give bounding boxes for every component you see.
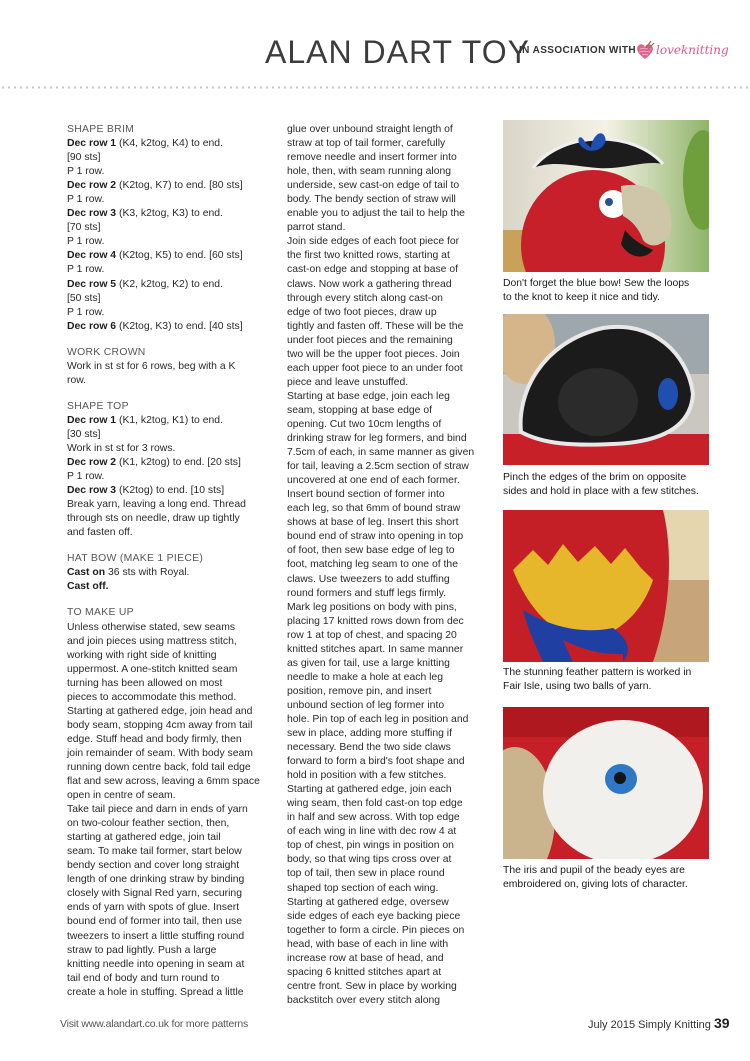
pattern-line: tweezers to insert a little stuffing round [67, 930, 245, 942]
brand-logo: loveknitting [656, 43, 729, 57]
pattern-line: open in centre of seam. [67, 790, 176, 802]
pattern-line [67, 320, 267, 334]
pattern-line: tail end of body and turn round to [67, 972, 220, 984]
pattern-line: side edges of each eye backing piece [287, 910, 461, 922]
pattern-line [67, 137, 267, 151]
pattern-line: length of one drinking straw by binding [67, 874, 245, 886]
pattern-line: turning has been allowed on most [67, 677, 223, 689]
pattern-line: on two-colour feather section, then, [67, 818, 230, 830]
pattern-line: unbound section of leg former into [287, 699, 445, 711]
pattern-line: top of chest, pin wings in position on [287, 840, 454, 852]
row-instruction: 36 sts with Royal. [105, 567, 190, 579]
row-label: Dec row 1 [67, 138, 117, 150]
pattern-line: claws. Use tweezers to add stuffing [287, 573, 450, 585]
page-header [0, 0, 750, 90]
pattern-line: Starting at gathered edge, join each [287, 784, 452, 796]
pattern-line: body seam, stopping 4cm away from tail [67, 719, 253, 731]
pattern-line: starting at gathered edge, join tail [67, 832, 221, 844]
row-label: Cast on [67, 567, 106, 579]
pattern-line: [30 sts] [67, 428, 101, 440]
footer-issue: July 2015 Simply Knitting 39 [588, 1015, 730, 1031]
paragraph-spacer [67, 388, 267, 400]
pattern-line: of each wing in line with dec row 4 at [287, 826, 457, 838]
pattern-line: together to form a circle. Pin pieces on [287, 924, 465, 936]
pattern-column-1 [67, 123, 267, 1000]
pattern-line: straw to pad lightly. Push a large [67, 944, 217, 956]
pattern-line: ends of yarn with spots of glue. Insert [67, 902, 240, 914]
pattern-line [67, 207, 267, 221]
pattern-line: as given for tail, use a large knitting [287, 657, 450, 669]
pattern-line: piece and leave unstuffed. [287, 376, 409, 388]
pattern-line [67, 484, 267, 498]
pattern-line: create a hole in stuffing. Spread a little [67, 986, 244, 998]
pattern-line: each upper foot piece to an under foot [287, 362, 463, 374]
pattern-line: uncovered at one end of each former. [287, 475, 460, 487]
page-number: 39 [713, 1015, 730, 1031]
row-label: Dec row 1 [67, 414, 117, 426]
row-instruction: (K4, k2tog, K4) to end. [116, 138, 223, 150]
pattern-line: uppermost. A one-stitch knitted seam [67, 663, 238, 675]
pattern-line: top of tail, then sew in place round [287, 868, 445, 880]
pattern-line: necessary. Bend the two side claws [287, 742, 451, 754]
pattern-line: row 1 at top of chest, and spacing 20 [287, 629, 457, 641]
pattern-line: drinking straw for leg formers, and bind [287, 433, 467, 445]
pattern-line: Starting at gathered edge, join head and [67, 705, 253, 717]
pattern-line: [70 sts] [67, 222, 101, 234]
row-label: Dec row 3 [67, 485, 117, 497]
row-instruction: (K1, k2tog, K1) to end. [116, 414, 223, 426]
pattern-line: through every stitch along cast-on [287, 292, 443, 304]
pattern-line: spacing 6 knitted stitches apart at [287, 966, 442, 978]
pattern-line [67, 456, 267, 470]
pattern-line: P 1 row. [67, 166, 105, 178]
paragraph-spacer [67, 334, 267, 346]
pattern-line: parrot stand. [287, 222, 346, 234]
row-label: Cast off. [67, 581, 109, 593]
pattern-line: seam. To make tail former, start below [67, 846, 242, 858]
pattern-line: tightly and fasten off. These will be the [287, 320, 464, 332]
yarn-heart-icon [634, 40, 656, 62]
pattern-line: straw at top of tail former, carefully [287, 138, 446, 150]
association-label: IN ASSOCIATION WITH [519, 45, 637, 56]
pattern-line: claws. Now work a gathering thread [287, 278, 452, 290]
pattern-line: increase row at base of head, and [287, 952, 444, 964]
pattern-line: join remainder of seam. With body seam [67, 747, 253, 759]
pattern-line: glue over unbound straight length of [287, 124, 453, 135]
pattern-line: Starting at base edge, join each leg [287, 390, 450, 402]
pattern-line: Mark leg positions on body with pins, [287, 601, 457, 613]
row-instruction: (K2tog, K7) to end. [80 sts] [116, 180, 243, 192]
section-heading: WORK CROWN [67, 346, 146, 358]
photo-feather-pattern [503, 510, 709, 662]
row-instruction: (K2tog) to end. [10 sts] [116, 485, 225, 497]
pattern-line: [90 sts] [67, 152, 101, 164]
photo-caption-3: The stunning feather pattern is worked in Fair Isle, using two balls of yarn. [503, 667, 692, 692]
pattern-line: knitting needle into opening in seam at [67, 958, 245, 970]
pattern-line: remove needle and insert former into [287, 152, 457, 164]
pattern-line: knitted stitches apart. In same manner [287, 643, 464, 655]
pattern-line: position, remove pin, and insert [287, 685, 432, 697]
pattern-line: shows at base of leg. Insert this short [287, 517, 459, 529]
footer-website: Visit www.alandart.co.uk for more patterns [60, 1018, 249, 1030]
pattern-line: in half and sew across. With top edge [287, 812, 460, 824]
pattern-line: Break yarn, leaving a long end. Thread [67, 499, 246, 511]
page-title: ALAN DART TOY [265, 34, 530, 70]
pattern-line: running down centre back, fold tail edge [67, 761, 251, 773]
pattern-line: foot, matching leg seam to one of the [287, 559, 458, 571]
pattern-line: shaped top section of each wing. [287, 882, 439, 894]
pattern-line: body. The bendy section of straw will [287, 194, 456, 206]
section-heading: SHAPE BRIM [67, 124, 135, 135]
pattern-line: pieces to accommodate this method. [67, 691, 237, 703]
pattern-line: cast-on edge and stopping at base of [287, 264, 458, 276]
pattern-line: forward to form a bird's foot shape and [287, 756, 465, 768]
pattern-line: head, with base of each in line with [287, 938, 449, 950]
pattern-line: opening. Cut two 10cm lengths of [287, 418, 442, 430]
pattern-line: bound end of straw into opening in top [287, 531, 464, 543]
pattern-line: flat and sew across, leaving a 6mm space [67, 776, 260, 788]
pattern-line: of foot, then sew base edge of leg to [287, 545, 455, 557]
pattern-line: for tail, leaving a 2.5cm section of straw [287, 461, 469, 473]
pattern-line: centre front. Sew in place by working [287, 980, 457, 992]
paragraph-spacer [67, 540, 267, 552]
pattern-line: and fasten off. [67, 527, 133, 539]
pattern-line: each leg, so that 6mm of bound straw [287, 503, 461, 515]
pattern-line: Work in st st for 3 rows. [67, 442, 176, 454]
pattern-line: 7.5cm of each, in same manner as given [287, 447, 475, 459]
pattern-line: needle to make a hole at each leg [287, 671, 443, 683]
pattern-line [67, 179, 267, 193]
pattern-line [67, 580, 267, 594]
pattern-line: bound end of former into tail, then use [67, 916, 243, 928]
pattern-line [67, 278, 267, 292]
pattern-line: Take tail piece and darn in ends of yarn [67, 804, 248, 816]
pattern-line: P 1 row. [67, 471, 105, 483]
pattern-line: hole, then, with seam running along [287, 166, 452, 178]
section-heading: TO MAKE UP [67, 607, 134, 619]
row-label: Dec row 6 [67, 320, 117, 332]
row-instruction: (K3, k2tog, K3) to end. [116, 208, 223, 220]
pattern-line: edge. Stuff head and body firmly, then [67, 733, 242, 745]
section-heading: SHAPE TOP [67, 400, 129, 412]
row-label: Dec row 2 [67, 457, 117, 469]
pattern-line: P 1 row. [67, 236, 105, 248]
row-label: Dec row 2 [67, 180, 117, 192]
photo-caption-2: Pinch the edges of the brim on opposite sides and hold in place with a few stitches. [503, 472, 699, 497]
pattern-line [67, 249, 267, 263]
row-instruction: (K2, k2tog, K2) to end. [116, 278, 223, 290]
pattern-line: working with right side of knitting [67, 649, 217, 661]
pattern-line: enable you to adjust the tail to help the [287, 208, 465, 220]
row-instruction: (K2tog, K5) to end. [60 sts] [116, 250, 243, 262]
pattern-line: Starting at gathered edge, oversew [287, 896, 449, 908]
pattern-line: through sts on needle, draw up tightly [67, 513, 240, 525]
row-label: Dec row 3 [67, 208, 117, 220]
row-label: Dec row 5 [67, 278, 117, 290]
pattern-line: hole. Pin top of each leg in position and [287, 713, 469, 725]
pattern-line [67, 414, 267, 428]
pattern-line: P 1 row. [67, 194, 105, 206]
pattern-line: sew in place, adding more stuffing if [287, 728, 452, 740]
pattern-line: Join side edges of each foot piece for [287, 236, 460, 248]
photo-pirate-hat [503, 314, 709, 465]
pattern-line: row. [67, 374, 87, 386]
section-heading: HAT BOW (MAKE 1 PIECE) [67, 553, 204, 565]
pattern-line: under foot pieces and the remaining [287, 334, 453, 346]
pattern-line [67, 566, 267, 580]
pattern-line: backstitch over every stitch along [287, 994, 441, 1006]
pattern-line: P 1 row. [67, 306, 105, 318]
pattern-line: two will be the upper foot pieces. Join [287, 348, 460, 360]
pattern-line: Work in st st for 6 rows, beg with a K [67, 360, 236, 372]
pattern-column-2 [287, 123, 492, 1008]
pattern-line: P 1 row. [67, 264, 105, 276]
pattern-line: closely with Signal Red yarn, securing [67, 888, 242, 900]
pattern-line: seam, stopping at base edge of [287, 404, 432, 416]
pattern-line: placing 17 knitted rows down from dec [287, 615, 464, 627]
pattern-line: hold in position with a few stitches. [287, 770, 447, 782]
row-instruction: (K1, k2tog) to end. [20 sts] [116, 457, 241, 469]
photo-caption-1: Don't forget the blue bow! Sew the loops to the knot to keep it nice and tidy. [503, 278, 690, 303]
paragraph-spacer [67, 594, 267, 606]
pattern-line: edge of two foot pieces, draw up [287, 306, 437, 318]
photo-caption-4: The iris and pupil of the beady eyes are embroidered on, giving lots of character. [503, 865, 688, 890]
pattern-line: and join pieces using mattress stitch, [67, 635, 237, 647]
pattern-line: bendy section and cover long straight [67, 860, 240, 872]
pattern-line: body, so that wing tips cross over at [287, 854, 452, 866]
pattern-line: Insert bound section of former into [287, 489, 445, 501]
photo-parrot-bow [503, 120, 709, 272]
pattern-line: [50 sts] [67, 292, 101, 304]
row-instruction: (K2tog, K3) to end. [40 sts] [116, 320, 243, 332]
pattern-line: underside, sew cast-on edge of tail to [287, 180, 460, 192]
pattern-line: the first two knitted rows, starting at [287, 250, 450, 262]
photo-parrot-eye [503, 707, 709, 859]
pattern-line: Unless otherwise stated, sew seams [67, 621, 236, 633]
row-label: Dec row 4 [67, 250, 117, 262]
pattern-line: round formers and stuff legs firmly. [287, 587, 446, 599]
pattern-line: wing seam, then fold cast-on top edge [287, 798, 463, 810]
dotted-divider [0, 86, 750, 89]
